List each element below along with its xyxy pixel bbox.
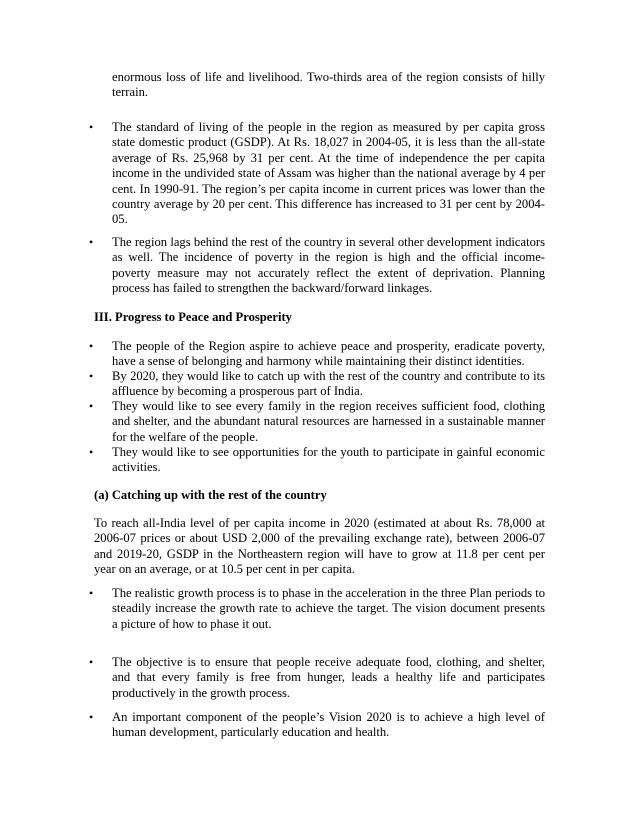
subheading: (a) Catching up with the rest of the country	[94, 488, 327, 502]
bullet-marker: •	[89, 445, 94, 459]
bullet-item: By 2020, they would like to catch up with the rest of the country and contribute to its affluence by becoming a prosperous part of India.	[112, 369, 545, 399]
bullet-marker: •	[89, 399, 94, 413]
bullet-item: An important component of the people’s Vision 2020 is to achieve a high level of human development, particularly education and health.	[112, 710, 545, 740]
bullet-item: The realistic growth process is to phase in the acceleration in the three Plan periods to steadily increase the growth rate to achieve the target. The vision document presents a picture of how to phase it out.	[112, 586, 545, 631]
body-paragraph: To reach all-India level of per capita income in 2020 (estimated at about Rs. 78,000 at 2006-07 prices or about USD 2,000 of the prevailing exchange rate), between 2006-07 and 2019-20, GSDP in the Northeastern region will have to grow at 11.8 per cent per year on an average, or at 10.5 per cent in per capita.	[94, 516, 545, 577]
bullet-marker: •	[89, 369, 94, 383]
bullet-marker: •	[89, 710, 94, 724]
continuation-text: enormous loss of life and livelihood. Two-thirds area of the region consists of hilly terrain.	[112, 70, 545, 100]
bullet-marker: •	[89, 655, 94, 669]
bullet-item: The region lags behind the rest of the country in several other development indicators as well. The incidence of poverty in the region is high and the official income-poverty measure may not accurately reflect the extent of deprivation. Planning process has failed to strengthen the backward/forward linkages.	[112, 235, 545, 296]
section-heading: III. Progress to Peace and Prosperity	[94, 310, 292, 324]
bullet-item: The objective is to ensure that people receive adequate food, clothing, and shelter, and that every family is free from hunger, leads a healthy life and participates productively in the growth process.	[112, 655, 545, 700]
bullet-item: They would like to see every family in the region receives sufficient food, clothing and shelter, and the abundant natural resources are harnessed in a sustainable manner for the welfare of the people.	[112, 399, 545, 444]
bullet-marker: •	[89, 339, 94, 353]
bullet-marker: •	[89, 120, 94, 134]
bullet-marker: •	[89, 235, 94, 249]
bullet-item: The standard of living of the people in the region as measured by per capita gross state domestic product (GSDP). At Rs. 18,027 in 2004-05, it is less than the all-state average of Rs. 25,968 by 31 per cent. At the time of independence the per capita income in the undivided state of Assam was higher than the national average by 4 per cent. In 1990-91. The region’s per capita income in current prices was lower than the country average by 20 per cent. This difference has increased to 31 per cent by 2004-05.	[112, 120, 545, 227]
bullet-item: They would like to see opportunities for the youth to participate in gainful economic activities.	[112, 445, 545, 475]
bullet-item: The people of the Region aspire to achieve peace and prosperity, eradicate poverty, have a sense of belonging and harmony while maintaining their distinct identities.	[112, 339, 545, 369]
bullet-marker: •	[89, 586, 94, 600]
